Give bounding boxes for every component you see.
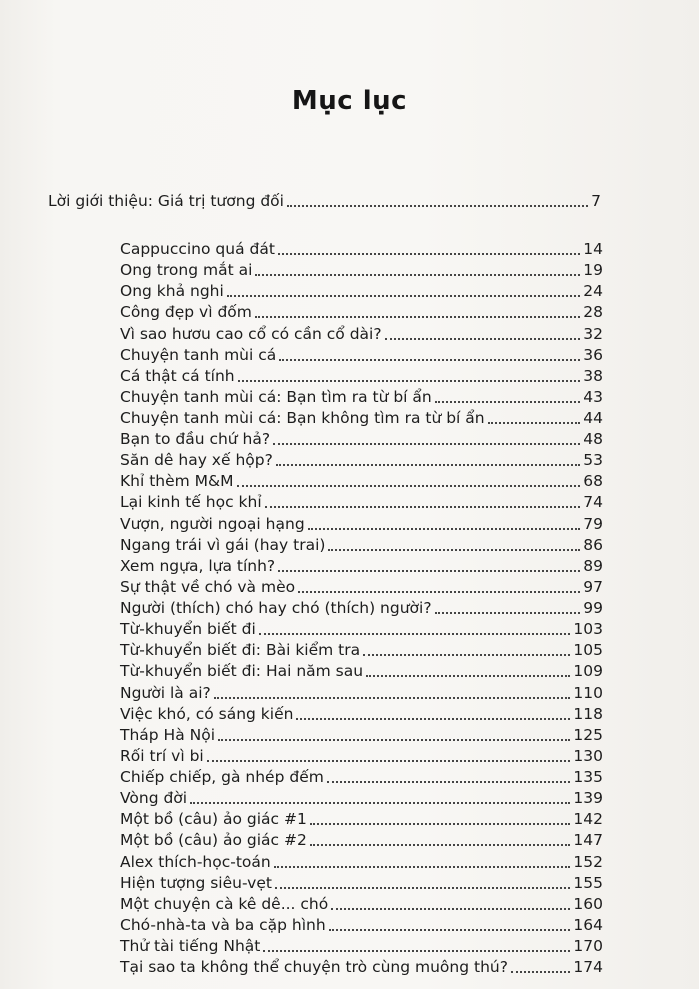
toc-page-number: 32 [583,324,603,343]
toc-page-number: 152 [573,852,603,871]
dot-leader [255,274,580,276]
toc-page-number: 7 [591,192,601,210]
toc-page-number: 79 [583,514,603,533]
toc-entry-row [120,595,603,617]
toc-entry-row [120,236,603,258]
toc-entry-label: Tháp Hà Nội [120,725,216,744]
toc-entry-label: Săn dê hay xế hộp? [120,451,273,470]
toc-entry-label: Ngang trái vì gái (hay trai) [120,535,326,554]
toc-entry-label: Xem ngựa, lựa tính? [120,556,276,575]
toc-entry-row [120,891,603,913]
toc-entry-row [120,532,603,554]
toc-entry-label: Vì sao hươu cao cổ có cần cổ dài? [120,324,382,343]
dot-leader [298,591,580,593]
dot-leader [329,929,571,931]
toc-entry-row [120,680,603,702]
toc-entry-label: Bạn to đầu chứ hả? [120,430,271,449]
toc-entry-label: Từ-khuyển biết đi [120,620,256,639]
toc-entry-label: Cappuccino quá đát [120,240,275,258]
toc-entry-label: Từ-khuyển biết đi: Hai năm sau [120,662,364,681]
toc-page-number: 86 [583,535,603,554]
toc-entry-label: Thử tài tiếng Nhật [120,937,261,955]
toc-entry-row [120,637,603,659]
dot-leader [278,253,580,255]
toc-intro-row [48,188,601,210]
dot-leader [287,205,588,207]
toc-entry-row [120,574,603,596]
toc-entry-row [120,405,603,427]
toc-entry-row [120,912,603,934]
toc-entry-label: Lại kinh tế học khỉ [120,493,262,512]
dot-leader [255,316,580,318]
toc-page-number: 74 [583,493,603,512]
toc-entry-row [120,257,603,279]
dot-leader [218,739,570,741]
toc-page-number: 147 [573,831,603,850]
toc-entry-label: Khỉ thèm M&M [120,472,234,491]
toc-page-number: 38 [583,366,603,385]
toc-entry-row [120,447,603,469]
page-title: Mục lục [291,86,408,116]
dot-leader [488,422,581,424]
dot-leader [263,950,570,952]
dot-leader [265,506,581,508]
toc-entry-row [120,278,603,300]
toc-entry-row [120,849,603,871]
toc-entry-label: Vòng đời [120,789,188,808]
dot-leader [296,718,570,720]
dot-leader [207,760,571,762]
toc-page-number: 99 [583,599,603,617]
dot-leader [511,971,570,973]
toc-entry-label: Việc khó, có sáng kiến [120,704,294,723]
dot-leader [227,295,580,297]
toc-entry-label: Chó-nhà-ta và ba cặp hình [120,915,326,934]
toc-page-number: 170 [573,937,603,955]
toc-page-number: 24 [583,282,603,301]
toc-page-number: 44 [583,409,603,427]
toc-entry-label: Lời giới thiệu: Giá trị tương đối [48,192,284,210]
toc-entry-row [120,363,603,385]
toc-page-number: 14 [583,240,603,258]
toc-page-number: 164 [573,915,603,934]
toc-entry-row [120,954,603,976]
toc-entry-row [120,933,603,955]
dot-leader [310,823,571,825]
toc-entry-label: Rối trí vì bi [120,746,204,765]
toc-entry-row [120,701,603,723]
toc-entry-label: Tại sao ta không thể chuyện trò cùng muông thú? [120,958,508,977]
toc-page-number: 103 [573,620,603,639]
toc-entry-row [120,342,603,364]
dot-leader [363,654,570,656]
toc-page-number: 139 [573,789,603,808]
toc-page-number: 28 [583,303,603,322]
toc-page-number: 48 [583,430,603,449]
dot-leader [273,443,580,445]
toc-entry-row [120,785,603,807]
toc-entry-label: Ong trong mắt ai [120,261,253,280]
toc-page-number: 109 [573,662,603,681]
dot-leader [328,549,580,551]
toc-entry-row [120,384,603,406]
toc-page-number: 142 [573,810,603,829]
toc-entry-label: Hiện tượng siêu-vẹt [120,873,272,892]
dot-leader [190,802,570,804]
toc-entry-row [120,806,603,828]
toc-entry-row [120,553,603,575]
toc-entry-label: Người (thích) chó hay chó (thích) người? [120,599,432,617]
dot-leader [385,338,581,340]
toc-page-number: 89 [583,556,603,575]
toc-page-number: 174 [573,958,603,977]
toc-entry-row [120,870,603,892]
dot-leader [279,359,580,361]
toc-page-number: 68 [583,472,603,491]
toc-entry-label: Ong khả nghi [120,282,224,301]
toc-entry-label: Từ-khuyển biết đi: Bài kiểm tra [120,641,361,660]
toc-page-number: 36 [583,345,603,364]
toc-entry-row [120,658,603,680]
toc-entry-label: Người là ai? [120,683,211,702]
toc-page-number: 19 [583,261,603,280]
toc-entry-row [120,722,603,744]
toc-page-number: 110 [573,683,603,702]
toc-page-number: 135 [573,768,603,786]
toc-entry-label: Chuyện tanh mùi cá: Bạn tìm ra từ bí ẩn [120,387,432,406]
dot-leader [259,633,571,635]
toc-page-number: 53 [583,451,603,470]
toc-entry-row [120,299,603,321]
dot-leader [366,675,570,677]
toc-page-number: 97 [583,577,603,596]
dot-leader [435,612,581,614]
toc-page-number: 118 [573,704,603,723]
dot-leader [308,528,581,530]
toc-entry-row [120,511,603,533]
toc-entry-label: Một chuyện cà kê dê... chó [120,894,329,913]
dot-leader [275,887,570,889]
toc-entry-row [120,743,603,765]
toc-page-number: 155 [573,873,603,892]
dot-leader [331,908,570,910]
toc-page-number: 43 [583,387,603,406]
toc-entry-label: Alex thích-học-toán [120,852,271,871]
toc-entry-row [120,321,603,343]
toc-entry-label: Chuyện tanh mùi cá [120,345,277,364]
toc-entry-label: Chiếp chiếp, gà nhép đếm [120,768,324,786]
dot-leader [274,866,571,868]
dot-leader [276,464,580,466]
dot-leader [214,697,571,699]
toc-page-number: 160 [573,894,603,913]
toc-entry-label: Công đẹp vì đốm [120,303,252,322]
toc-entry-row [120,468,603,490]
toc-entry-label: Một bồ (câu) ảo giác #1 [120,810,307,829]
toc-entry-row [120,764,603,786]
toc-page-number: 105 [573,641,603,660]
toc-entry-row [120,426,603,448]
dot-leader [310,844,571,846]
toc-entry-row [120,489,603,511]
toc-entry-label: Vượn, người ngoại hạng [120,514,305,533]
dot-leader [435,401,581,403]
toc-entry-label: Sự thật về chó và mèo [120,577,296,596]
dot-leader [278,570,580,572]
toc-page-number: 130 [573,746,603,765]
toc-entry-row [120,616,603,638]
dot-leader [327,781,571,783]
toc-entry-label: Chuyện tanh mùi cá: Bạn không tìm ra từ bí ẩn [120,409,485,427]
dot-leader [237,485,581,487]
toc-page-number: 125 [573,725,603,744]
toc-entry-label: Cá thật cá tính [120,366,235,385]
toc-entry-label: Một bồ (câu) ảo giác #2 [120,831,307,850]
toc-entry-row [120,827,603,849]
dot-leader [238,380,581,382]
